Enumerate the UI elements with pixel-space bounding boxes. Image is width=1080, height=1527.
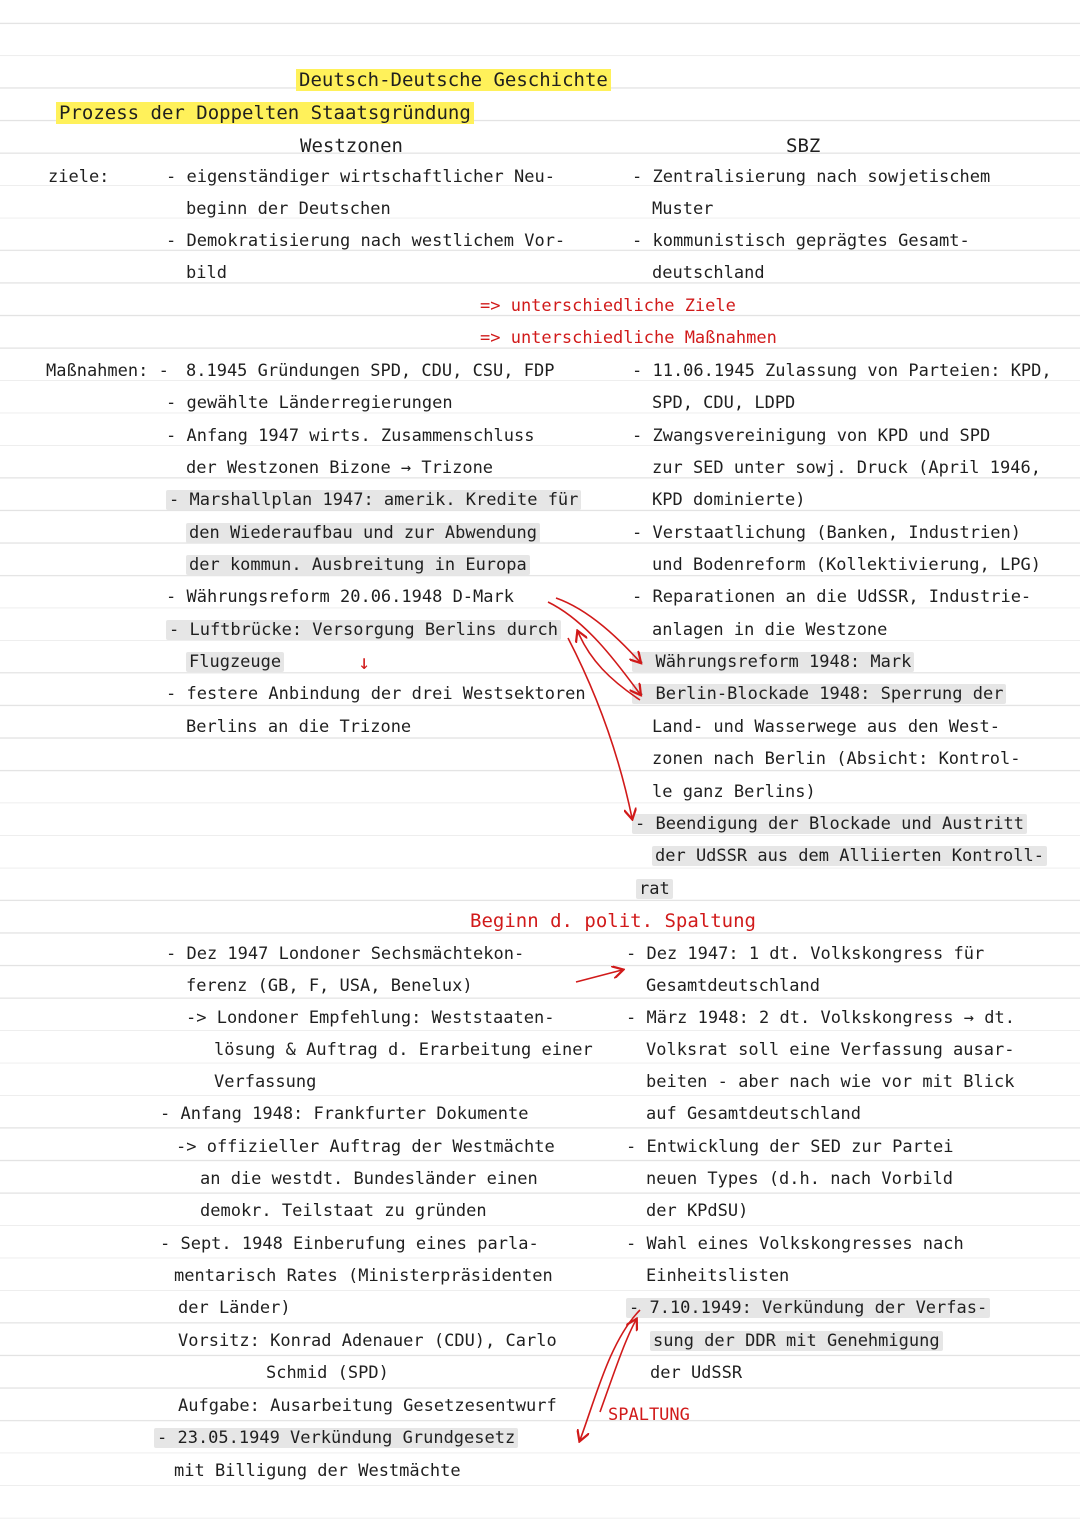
ziele-west-line: - eigenständiger wirtschaftlicher Neu- <box>166 167 555 187</box>
massnahmen-west-line: - festere Anbindung der drei Westsektoren <box>166 684 586 704</box>
massnahmen-west-line: 8.1945 Gründungen SPD, CDU, CSU, FDP <box>186 361 555 381</box>
arrow-london-to-volkskongress <box>576 970 622 982</box>
politics-east-line-highlighted: - 7.10.1949: Verkündung der Verfas- <box>626 1296 990 1320</box>
massnahmen-east-line: - 11.06.1945 Zulassung von Parteien: KPD, <box>632 361 1052 381</box>
politics-east-line: Einheitslisten <box>646 1266 790 1286</box>
massnahmen-east-line-highlighted: - Beendigung der Blockade und Austritt <box>632 812 1027 836</box>
politics-east-line: - März 1948: 2 dt. Volkskongress → dt. <box>626 1008 1015 1028</box>
page-title: Deutsch-Deutsche Geschichte <box>296 68 611 92</box>
politics-west-line: Verfassung <box>214 1072 317 1092</box>
ziele-west-line: beginn der Deutschen <box>186 199 391 219</box>
column-heading-east: SBZ <box>786 135 821 157</box>
massnahmen-east-line-highlighted: rat <box>636 877 673 901</box>
conclusion-massnahmen: => unterschiedliche Maßnahmen <box>480 328 777 348</box>
massnahmen-west-line: - gewählte Länderregierungen <box>166 393 453 413</box>
label-ziele: ziele: <box>48 167 110 187</box>
massnahmen-east-line-highlighted: der UdSSR aus dem Alliierten Kontroll- <box>652 844 1047 868</box>
massnahmen-west-line-highlighted: - Luftbrücke: Versorgung Berlins durch <box>166 618 561 642</box>
conclusion-ziele: => unterschiedliche Ziele <box>480 296 736 316</box>
politics-east-line: neuen Types (d.h. nach Vorbild <box>646 1169 954 1189</box>
massnahmen-east-line: - Reparationen an die UdSSR, Industrie- <box>632 587 1032 607</box>
arrow-blockade-to-luftbruecke <box>578 632 640 700</box>
arrow-luftbruecke-to-beendigung <box>568 638 632 818</box>
massnahmen-east-line: Land- und Wasserwege aus den West- <box>652 717 1000 737</box>
massnahmen-east-line: - Zwangsvereinigung von KPD und SPD <box>632 426 991 446</box>
massnahmen-east-line: zonen nach Berlin (Absicht: Kontrol- <box>652 749 1021 769</box>
politics-east-line: auf Gesamtdeutschland <box>646 1104 861 1124</box>
massnahmen-east-line: zur SED unter sowj. Druck (April 1946, <box>652 458 1041 478</box>
massnahmen-east-line-highlighted: - Währungsreform 1948: Mark <box>632 650 914 674</box>
politics-west-line: demokr. Teilstaat zu gründen <box>200 1201 487 1221</box>
massnahmen-east-line-highlighted: - Berlin-Blockade 1948: Sperrung der <box>632 682 1006 706</box>
politics-east-line: der UdSSR <box>650 1363 743 1383</box>
massnahmen-west-line-highlighted: der kommun. Ausbreitung in Europa <box>186 553 530 577</box>
label-massnahmen: Maßnahmen: - <box>46 361 169 381</box>
politics-west-line: mit Billigung der Westmächte <box>174 1461 461 1481</box>
massnahmen-east-line: - Verstaatlichung (Banken, Industrien) <box>632 523 1021 543</box>
massnahmen-west-line-highlighted: Flugzeuge <box>186 650 284 674</box>
ziele-east-line: deutschland <box>652 263 765 283</box>
massnahmen-east-line: le ganz Berlins) <box>652 782 816 802</box>
ziele-east-line: - kommunistisch geprägtes Gesamt- <box>632 231 970 251</box>
politics-west-line: -> Londoner Empfehlung: Weststaaten- <box>186 1008 555 1028</box>
politics-west-line: Vorsitz: Konrad Adenauer (CDU), Carlo <box>178 1331 557 1351</box>
massnahmen-west-line-highlighted: - Marshallplan 1947: amerik. Kredite für <box>166 488 581 512</box>
massnahmen-west-line: der Westzonen Bizone → Trizone <box>186 458 494 478</box>
politics-west-line: der Länder) <box>178 1298 291 1318</box>
massnahmen-west-line: - Währungsreform 20.06.1948 D-Mark <box>166 587 514 607</box>
arrow-waehrung-to-waehrung <box>556 598 640 662</box>
politics-west-line: Schmid (SPD) <box>266 1363 389 1383</box>
politics-west-line-highlighted: - 23.05.1949 Verkündung Grundgesetz <box>154 1426 518 1450</box>
ziele-east-line: - Zentralisierung nach sowjetischem <box>632 167 991 187</box>
page-subtitle: Prozess der Doppelten Staatsgründung <box>56 101 474 125</box>
arrow-down-icon: ↓ <box>358 650 371 674</box>
massnahmen-west-line: Berlins an die Trizone <box>186 717 412 737</box>
politics-west-line: ferenz (GB, F, USA, Benelux) <box>186 976 473 996</box>
massnahmen-east-line: SPD, CDU, LDPD <box>652 393 796 413</box>
politics-east-line: - Wahl eines Volkskongresses nach <box>626 1234 964 1254</box>
massnahmen-west-line: - Anfang 1947 wirts. Zusammenschluss <box>166 426 535 446</box>
politics-east-line: der KPdSU) <box>646 1201 749 1221</box>
politics-east-line: Gesamtdeutschland <box>646 976 820 996</box>
ziele-east-line: Muster <box>652 199 714 219</box>
politics-west-line: mentarisch Rates (Ministerpräsidenten <box>174 1266 553 1286</box>
politics-west-line: - Dez 1947 Londoner Sechsmächtekon- <box>166 944 525 964</box>
ziele-west-line: bild <box>186 263 227 283</box>
politics-east-line: beiten - aber nach wie vor mit Blick <box>646 1072 1015 1092</box>
arrow-grundgesetz-to-ddr <box>600 1320 636 1412</box>
column-heading-west: Westzonen <box>300 135 403 157</box>
politics-west-line: an die westdt. Bundesländer einen <box>200 1169 538 1189</box>
spaltung-label: SPALTUNG <box>608 1405 690 1425</box>
politics-east-line: Volksrat soll eine Verfassung ausar- <box>646 1040 1015 1060</box>
politics-east-line: - Dez 1947: 1 dt. Volkskongress für <box>626 944 985 964</box>
massnahmen-west-line-highlighted: den Wiederaufbau und zur Abwendung <box>186 521 540 545</box>
massnahmen-east-line: anlagen in die Westzone <box>652 620 888 640</box>
politics-west-line: -> offizieller Auftrag der Westmächte <box>176 1137 555 1157</box>
politics-west-line: - Sept. 1948 Einberufung eines parla- <box>160 1234 539 1254</box>
split-heading: Beginn d. polit. Spaltung <box>470 910 756 932</box>
politics-west-line: lösung & Auftrag d. Erarbeitung einer <box>214 1040 593 1060</box>
politics-east-line-highlighted: sung der DDR mit Genehmigung <box>650 1329 943 1353</box>
massnahmen-east-line: und Bodenreform (Kollektivierung, LPG) <box>652 555 1041 575</box>
politics-west-line: - Anfang 1948: Frankfurter Dokumente <box>160 1104 529 1124</box>
ziele-west-line: - Demokratisierung nach westlichem Vor- <box>166 231 566 251</box>
politics-west-line: Aufgabe: Ausarbeitung Gesetzesentwurf <box>178 1396 557 1416</box>
massnahmen-east-line: KPD dominierte) <box>652 490 806 510</box>
politics-east-line: - Entwicklung der SED zur Partei <box>626 1137 954 1157</box>
